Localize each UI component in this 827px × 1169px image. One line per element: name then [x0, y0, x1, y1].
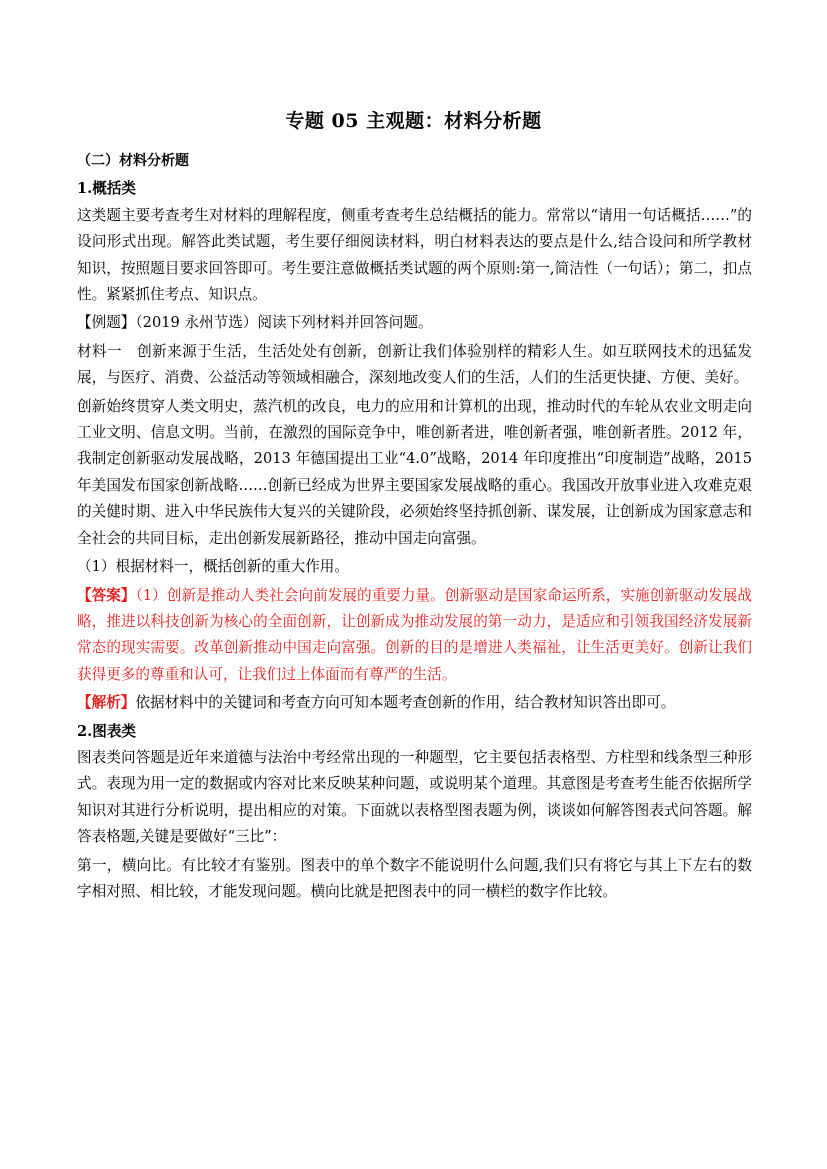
example-source: （2019 永州节选）阅读下列材料并回答问题。 [135, 314, 433, 332]
example-label: 【例题】 [77, 314, 136, 332]
material-text: 创新来源于生活，生活处处有创新，创新让我们体验别样的精彩人生。如互联网技术的迅猛发展，与医疗、消费、公益活动等领域相融合，深刻地改变人们的生活，人们的生活更快捷、方便、美好。 [77, 342, 752, 387]
analysis-label: 【解析】 [77, 694, 136, 712]
answer-text: （1）创新是推动人类社会向前发展的重要力量。创新驱动是国家命运所系，实施创新驱动发展战略，推进以科技创新为核心的全面创新，让创新成为推动发展的第一动力，是适应和引领我国经济发展新常态的现实需要。改革创新推动中国走向富强。创新的目的是增进人类福祉，让生活更美好。创新让我们获得更多的尊重和认可，让我们过上体面而有尊严的生活。 [77, 586, 752, 683]
document-body [77, 148, 752, 905]
part1-heading: 1.概括类 [77, 180, 137, 198]
material-one-paragraph [77, 339, 752, 392]
section-heading: （二）材料分析题 [77, 153, 189, 169]
material-two-paragraph: 创新始终贯穿人类文明史，蒸汽机的改良，电力的应用和计算机的出现，推动时代的车轮从农业文明走向工业文明、信息文明。当前，在激烈的国际竞争中，唯创新者进，唯创新者强，唯创新者胜。2012 年，我制定创新驱动发展战略，2013 年德国提出工业“4.0”战略，2014 年印度推出“印度制造”战略，2015 年美国发布国家创新战略……创新已经成为世界主要国家发展战略的重心。我国改开放事业进入攻难克艰的关健时期、进入中华民族伟大复兴的关键阶段，必须始终坚持抓创新、谋发展，让创新成为国家意志和全社会的共同目标，走出创新发展新路径，推动中国走向富强。 [77, 397, 752, 547]
material-label: 材料一 [77, 342, 123, 360]
analysis-paragraph [77, 690, 752, 716]
part2-intro: 图表类问答题是近年来道德与法治中考经常出现的一种题型，它主要包括表格型、方柱型和线条型三种形式。表现为用一定的数据或内容对比来反映某种问题，或说明某个道理。其意图是考查考生能否依据所学知识对其进行分析说明，提出相应的对策。下面就以表格型图表题为例，谈谈如何解答图表式问答题。解答表格题,关键是要做好“三比”： [77, 748, 752, 846]
page-title: 专题 05 主观题：材料分析题 [285, 110, 542, 132]
question-text: （1）根据材料一，概括创新的重大作用。 [77, 558, 349, 576]
analysis-text: 依据材料中的关键词和考查方向可知本题考查创新的作用，结合教材知识答出即可。 [135, 694, 676, 712]
example-line [77, 310, 752, 336]
part1-intro: 这类题主要考查考生对材料的理解程度，侧重考查考生总结概括的能力。常常以“请用一句话概括……”的设问形式出现。解答此类试题，考生要仔细阅读材料，明白材料表达的要点是什么,结合设问和所学教材知识，按照题目要求回答即可。考生要注意做概括类试题的两个原则:第一,简洁性（一句话）；第二，扣点性。紧紧抓住考点、知识点。 [77, 206, 752, 304]
answer-label: 【答案】 [77, 586, 136, 604]
answer-paragraph [77, 583, 752, 689]
part2-heading: 2.图表类 [77, 722, 137, 740]
part2-point-one: 第一，横向比。有比较才有鉴别。图表中的单个数字不能说明什么问题,我们只有将它与其上下左右的数字相对照、相比较，才能发现问题。横向比就是把图表中的同一横栏的数字作比较。 [77, 856, 752, 900]
